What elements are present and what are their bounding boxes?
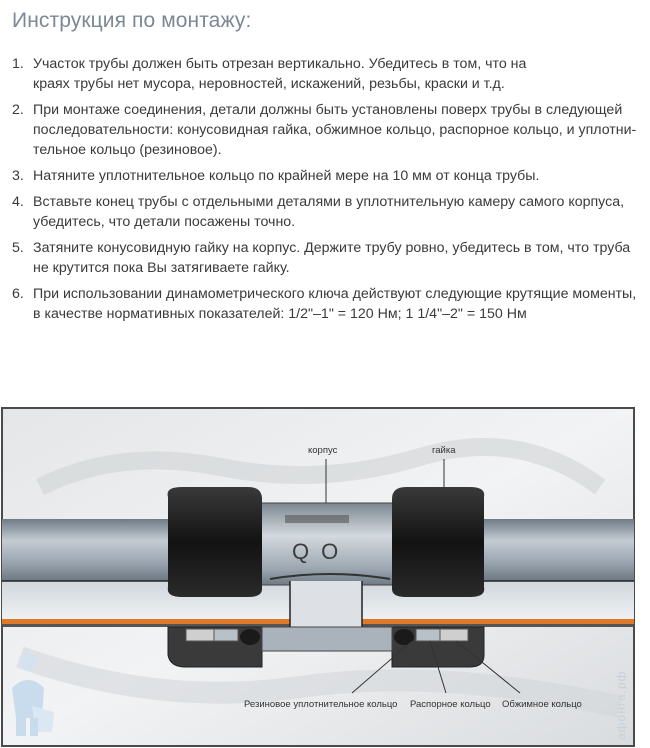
step-number: 3. bbox=[12, 168, 24, 184]
label-body: корпус bbox=[308, 445, 338, 456]
page-title: Инструкция по монтажу: bbox=[12, 9, 252, 32]
right-rubber-ring-section bbox=[394, 629, 414, 645]
instruction-list bbox=[12, 54, 642, 330]
step-text bbox=[33, 284, 642, 324]
step-line: При использовании динамометрического ключа действуют следующие крутящие моменты, bbox=[33, 286, 637, 302]
left-crimp-ring-section bbox=[186, 629, 214, 641]
step-line: не крутится пока Вы затягиваете гайку. bbox=[33, 260, 290, 276]
plumber-icon bbox=[2, 648, 58, 740]
label-crimp-ring: Обжимное кольцо bbox=[502, 699, 582, 710]
left-spacer-ring-section bbox=[214, 629, 238, 641]
label-spacer-ring: Распорное кольцо bbox=[410, 699, 491, 710]
instruction-step-1 bbox=[12, 54, 642, 94]
right-pipe-inner-wall bbox=[362, 619, 634, 624]
step-line: краях трубы нет мусора, неровностей, искажений, резьбы, краски и т.д. bbox=[33, 76, 505, 92]
label-rubber-ring: Резиновое уплотнительное кольцо bbox=[244, 699, 398, 710]
body-center-section bbox=[290, 581, 362, 627]
step-text bbox=[33, 166, 642, 186]
right-spacer-ring-section bbox=[416, 629, 440, 641]
instruction-step-3 bbox=[12, 166, 642, 186]
watermark: афонга.рф bbox=[614, 670, 628, 740]
step-line: тельное кольцо (резиновое). bbox=[33, 142, 222, 158]
step-number: 5. bbox=[12, 240, 24, 256]
step-number: 1. bbox=[12, 56, 24, 72]
instruction-step-5 bbox=[12, 238, 642, 278]
left-rubber-ring-section bbox=[240, 629, 260, 645]
step-line: Натяните уплотнительное кольцо по крайней мере на 10 мм от конца трубы. bbox=[33, 168, 540, 184]
left-pipe-inner-wall bbox=[2, 619, 290, 624]
body-engraving bbox=[285, 515, 349, 523]
step-text bbox=[33, 100, 642, 160]
label-nut: гайка bbox=[432, 445, 456, 456]
step-text bbox=[33, 238, 642, 278]
right-crimp-ring-section bbox=[440, 629, 468, 641]
step-line: Затяните конусовидную гайку на корпус. Держите трубу ровно, убедитесь в том, что труба bbox=[33, 240, 631, 256]
step-number: 6. bbox=[12, 286, 24, 302]
step-number: 4. bbox=[12, 194, 24, 210]
instruction-step-2 bbox=[12, 100, 642, 160]
left-nut bbox=[168, 487, 262, 597]
instruction-step-4 bbox=[12, 192, 642, 232]
step-line: Участок трубы должен быть отрезан вертикально. Убедитесь в том, что на bbox=[33, 56, 527, 72]
step-number: 2. bbox=[12, 102, 24, 118]
step-line: При монтаже соединения, детали должны быть установлены поверх трубы в следующей bbox=[33, 102, 623, 118]
body-marking: QO bbox=[292, 539, 351, 564]
step-text bbox=[33, 54, 642, 94]
step-text bbox=[33, 192, 642, 232]
step-line: убедитесь, что детали посажены точно. bbox=[33, 214, 296, 230]
instruction-step-6 bbox=[12, 284, 642, 324]
step-line: последовательности: конусовидная гайка, обжимное кольцо, распорное кольцо, и уплотни- bbox=[33, 122, 637, 138]
step-line: в качестве нормативных показателей: 1/2"–1" = 120 Нм; 1 1/4"–2" = 150 Нм bbox=[33, 306, 527, 322]
body-section bbox=[262, 627, 392, 651]
fitting-diagram-svg bbox=[0, 407, 650, 748]
right-nut bbox=[392, 487, 484, 597]
fitting-diagram bbox=[0, 407, 650, 748]
step-line: Вставьте конец трубы с отдельными деталями в уплотнительную камеру самого корпуса, bbox=[33, 194, 625, 210]
